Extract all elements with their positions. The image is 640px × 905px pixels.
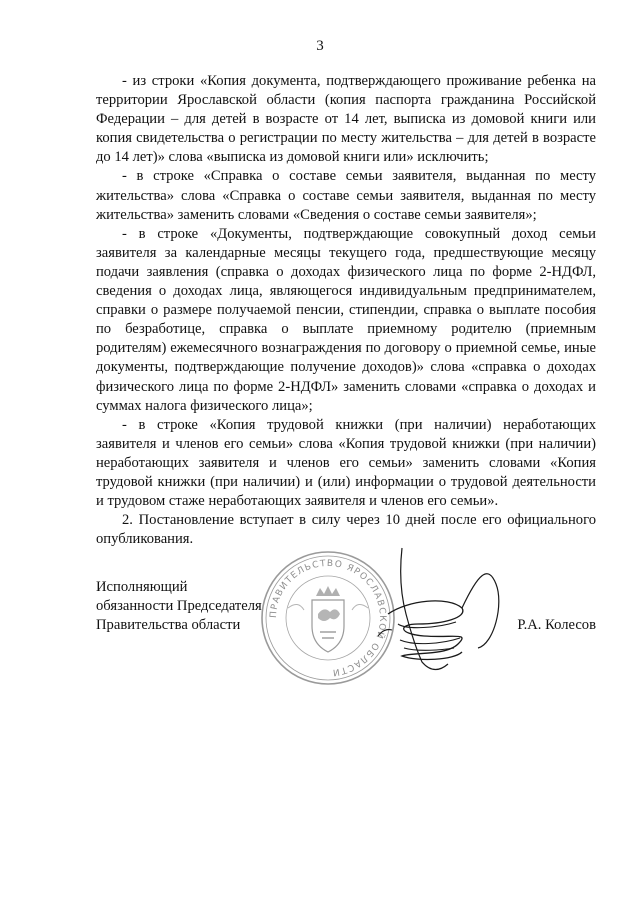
paragraph-5: 2. Постановление вступает в силу через 10 дней после его официального опубликования. (96, 512, 596, 548)
paragraph-4: - в строке «Копия трудовой книжки (при наличии) неработающих заявителя и членов его семьи» слова «Копия трудовой книжки (при наличии) неработающих заявителя и членов его семьи» заменить словами «Копия трудовой книжки (при наличии) и (или) информации о трудовой деятельности и трудовом стаже неработающих заявителя и членов его семьи». (96, 416, 596, 510)
paragraph-1: - из строки «Копия документа, подтверждающего проживание ребенка на территории Ярославской области (копия паспорта гражданина Российской Федерации – для детей в возрасте от 14 лет, выписка из домовой книги или копия свидетельства о регистрации по месту жительства – для детей в возрасте до 14 лет)» слова «выписка из домовой книги или» исключить; (96, 73, 596, 166)
signer-position-line: Правительства области (96, 617, 241, 633)
signer-position-line: обязанности Председателя (96, 598, 262, 614)
paragraph-2: - в строке «Справка о составе семьи заявителя, выданная по месту жительства» слова «Справка о составе семьи заявителя, выданная по месту жительства» заменить словами «Сведения о составе семьи заявителя»; (96, 168, 596, 223)
seal-text: ПРАВИТЕЛЬСТВО ЯРОСЛАВСКОЙ ОБЛАСТИ (268, 558, 388, 677)
signer-position-line: Исполняющий (96, 579, 188, 595)
handwritten-signature (358, 544, 508, 694)
document-body (96, 72, 596, 549)
paragraph-3: - в строке «Документы, подтверждающие совокупный доход семьи заявителя за календарные месяцы текущего года, предшествующие месяцу подачи заявления (справка о доходах физического лица по форме 2-НДФЛ, сведения о доходах лица, являющегося индивидуальным предпринимателем, справки о размере получаемой пенсии, стипендии, справка о выплате пособия по безработице, справка о выплате приемному родителю (приемным родителям) ежемесячного вознаграждения по договору о приемной семье, иные документы, подтверждающие получение доходов)» слова «справка о доходах физического лица по форме 2-НДФЛ» заменить словами «справка о доходах и суммах налога физического лица»; (96, 225, 596, 414)
signer-name: Р.А. Колесов (517, 617, 596, 633)
page-number: 3 (316, 38, 324, 54)
